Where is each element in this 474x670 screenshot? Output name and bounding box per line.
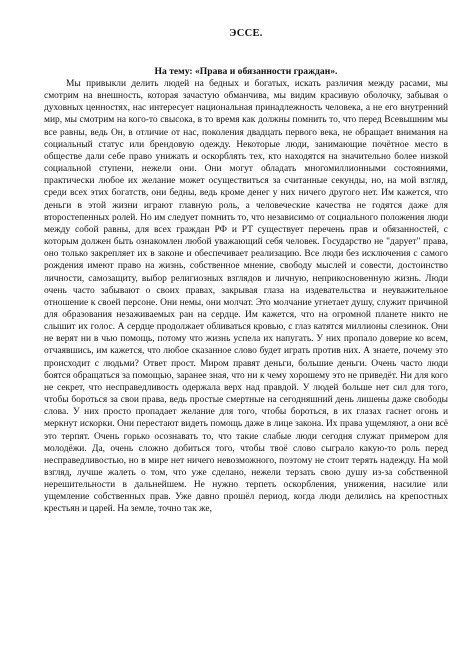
document-subtitle: На тему: «Права и обязанности граждан». — [154, 66, 338, 77]
body-paragraph-text: Мы привыкли делить людей на бедных и богатых, искать различия между расами, мы смотрим на внешность, которая зачастую обманчива, мы видим красивую оболочку, забывая о духовных ценностях, нас интересует национальная принадлежность человека, а не его внутренний мир, мы смотрим на кого-то свысока, в то время как должны помнить то, что перед Всевышним мы все равны, ведь Он, в отличие от нас, поколения двадцать первого века, не обращает внимания на социальный статус или брендовую одежду. Некоторые люди, занимающие почётное место в обществе дали себе право унижать и оскорблять тех, кто находятся на значительно более низкой социальной ступени, нежели они. Они могут обладать многомиллионными состояниями, практически любое их желание может осуществиться за считанные секунды, но, на мой взгляд, среди всех этих богатств, они бедны, ведь кроме денег у них ничего другого нет. Им кажется, что деньги в этой жизни играют главную роль, а человеческие качества не годятся даже для второстепенных ролей. Но им следует помнить то, что независимо от социального положения люди между собой равны, для всех граждан РФ и РТ существует перечень прав и обязанностей, с которым должен быть ознакомлен любой уважающий себя человек. Государство не "дарует" права, оно только закрепляет их в законе и обеспечивает реализацию. Все люди без исключения с самого рождения имеют право на жизнь, собственное мнение, свободу мыслей и совести, достоинство личности, самозащиту, выбор религиозных взглядов и личную, неприкосновенную жизнь. Люди очень часто забывают о своих правах, закрывая глаза на издевательства и неуважительное отношение к своей персоне. Они немы, они молчат. Это молчание угнетает душу, служит причиной для образования незаживаемых ран на сердце. Им кажется, что на огромной планете никто не слышит их голос. А сердце продолжает обливаться кровью, с глаз катятся миллионы слезинок. Они не верят ни в чью помощь, потому что жизнь успела их напугать. У них пропало доверие ко всем, отчаявшись, им кажется, что любое сказанное слово будет играть против них. А знаете, почему это происходит с людьми? Ответ прост. Миром правят деньги, большие деньги. Очень часто люди боятся обращаться за помощью, заранее зная, что ни к чему хорошему это не приведёт. Ни для кого не секрет, что несправедливость одержала верх над правдой. У людей больше нет сил для того, чтобы бороться за свои права, ведь простые смертные на сегодняшний день лишены даже свободы слова. У них просто пропадает желание для того, чтобы бороться, в их глазах гаснет огонь и меркнут искорки. Они перестают видеть помощь даже в лице закона. Их права ущемляют, а они всё это терпят. Очень горько осознавать то, что такие слабые люди сегодня служат примером для молодёжи. Да, очень сложно добиться того, чтобы твоё слово сыграло какую-то роль перед несправедливостью, но в мире нет ничего невозможного, поэтому не стоит терять надежду. На мой взгляд, лучше жалеть о том, что уже сделано, нежели терзать свою душу из-за собственной нерешительности в дальнейшем. Не нужно терпеть оскорбления, унижения, насилие или ущемление собственных прав. Уже давно прошёл период, когда люди делились на крепостных крестьян и царей. На земле, точно так же, — [44, 79, 448, 515]
body-paragraph — [44, 78, 448, 516]
document-title: ЭССЕ. — [229, 28, 263, 39]
